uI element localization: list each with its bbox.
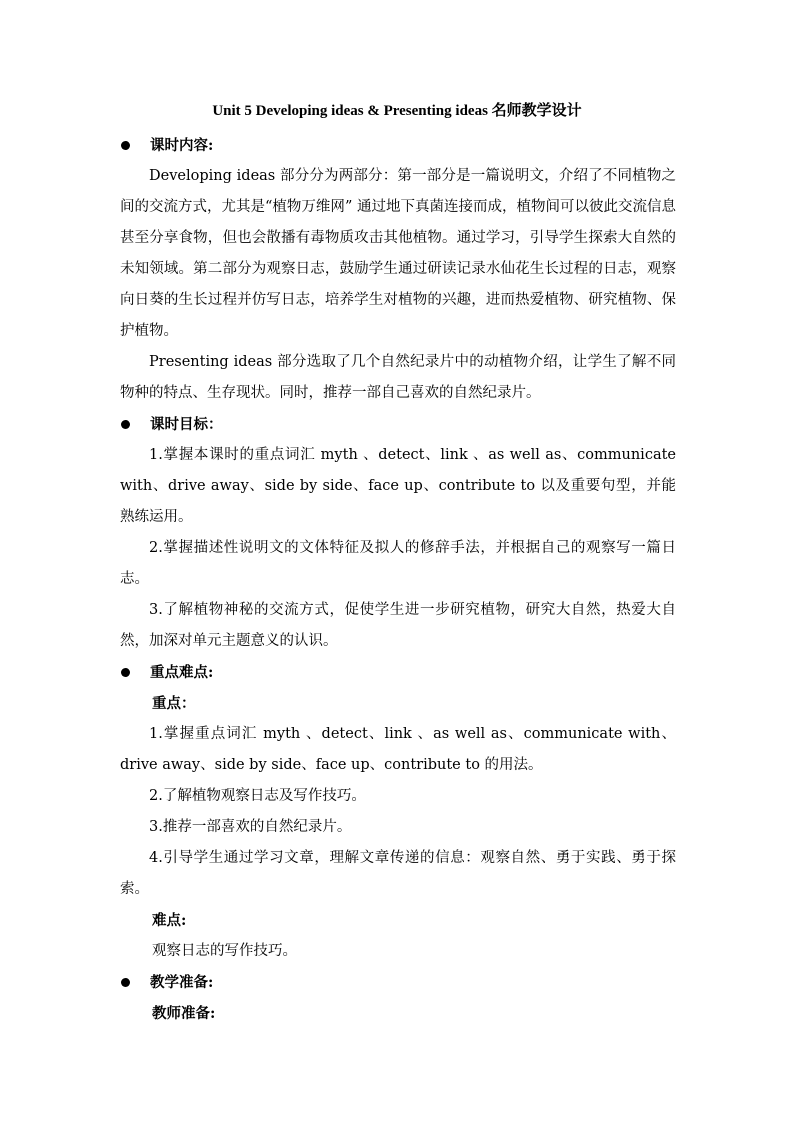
key-point-item: 4.引导学生通过学习文章，理解文章传递的信息：观察自然、勇于实践、勇于探索。 — [120, 850, 676, 897]
section-heading-label: 教学准备: — [150, 974, 214, 991]
difficulty-text: 观察日志的写作技巧。 — [152, 943, 297, 959]
document-body — [120, 130, 676, 1029]
bullet-icon — [121, 668, 130, 677]
document-title: Unit 5 Developing ideas & Presenting ideas 名师教学设计 — [212, 103, 582, 119]
teacher-preparation-label: 教师准备: — [152, 1005, 216, 1022]
section-heading-label: 课时内容: — [150, 137, 214, 154]
bullet-icon — [121, 141, 130, 150]
key-point-item: 1.掌握重点词汇 myth 、detect、link 、as well as、communicate with、drive away、side by side、face up、contribute to 的用法。 — [120, 726, 676, 773]
objective-paragraph: 2.掌握描述性说明文的文体特征及拟人的修辞手法，并根据自己的观察写一篇日志。 — [120, 540, 676, 587]
section-heading-key-points — [120, 657, 676, 688]
content-paragraph: Presenting ideas 部分选取了几个自然纪录片中的动植物介绍，让学生了解不同物种的特点、生存现状。同时，推荐一部自己喜欢的自然纪录片。 — [120, 354, 676, 401]
section-heading-label: 重点难点: — [150, 664, 214, 681]
bullet-icon — [121, 420, 130, 429]
content-paragraph: Developing ideas 部分分为两部分：第一部分是一篇说明文，介绍了不同植物之间的交流方式，尤其是“植物万维网” 通过地下真菌连接而成，植物间可以彼此交流信息甚至分享食物，但也会散播有毒物质攻击其他植物。通过学习，引导学生探索大自然的未知领域。第二部分为观察日志，鼓励学生通过研读记录水仙花生长过程的日志，观察向日葵的生长过程并仿写日志，培养学生对植物的兴趣，进而热爱植物、研究植物、保护植物。 — [120, 168, 676, 339]
difficulty-label: 难点: — [152, 912, 187, 929]
section-heading-objectives — [120, 409, 676, 440]
section-heading-content — [120, 130, 676, 161]
key-point-item: 2.了解植物观察日志及写作技巧。 — [149, 788, 366, 804]
objective-paragraph: 3.了解植物神秘的交流方式，促使学生进一步研究植物，研究大自然，热爱大自然，加深对单元主题意义的认识。 — [120, 602, 676, 649]
section-heading-preparation — [120, 967, 676, 998]
key-points-label: 重点： — [152, 695, 196, 712]
bullet-icon — [121, 978, 130, 987]
section-heading-label: 课时目标： — [150, 416, 223, 433]
key-point-item: 3.推荐一部喜欢的自然纪录片。 — [149, 819, 352, 835]
objective-paragraph: 1.掌握本课时的重点词汇 myth 、detect、link 、as well as、communicate with、drive away、side by side、face up、contribute to 以及重要句型，并能熟练运用。 — [120, 447, 676, 525]
